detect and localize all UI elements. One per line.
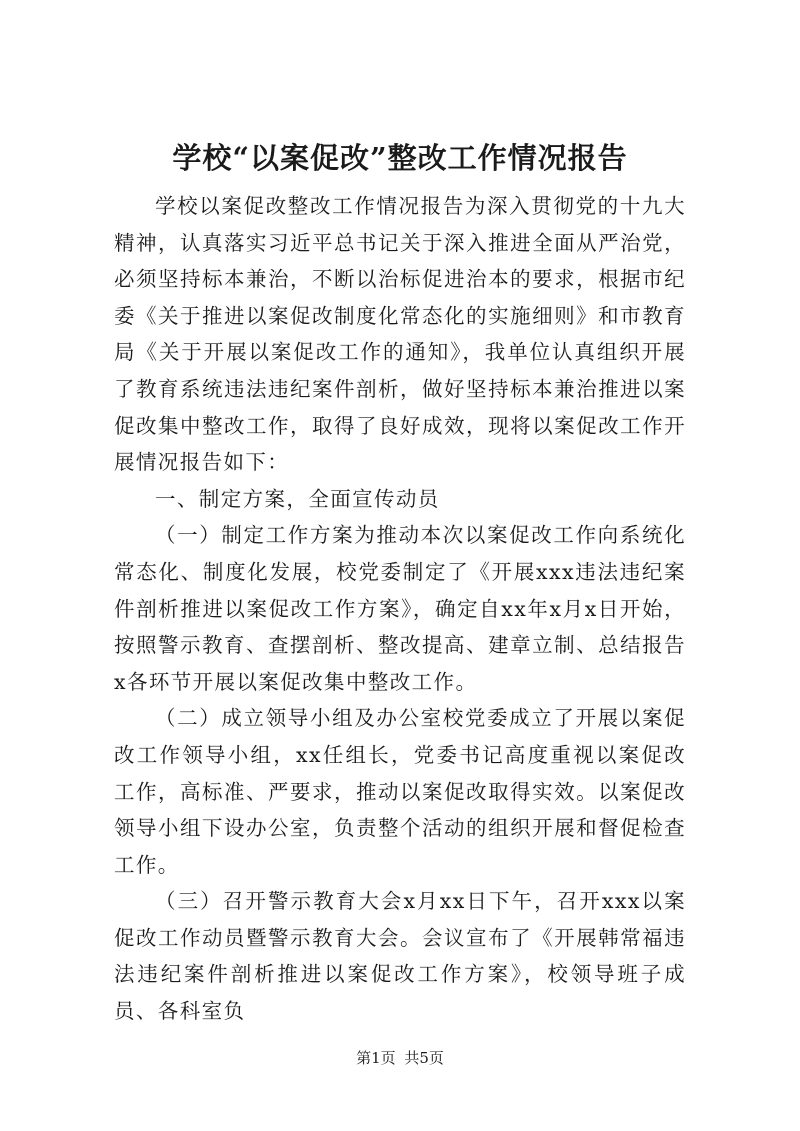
paragraph-1-2: （二）成立领导小组及办公室校党委成立了开展以案促改工作领导小组，xx任组长，党委书记高度重视以案促改工作，高标准、严要求，推动以案促改取得实效。以案促改领导小组下设办公室，负责整个活动的组织开展和督促检查工作。 bbox=[114, 706, 686, 877]
paragraph-intro: 学校以案促改整改工作情况报告为深入贯彻党的十九大精神，认真落实习近平总书记关于深入推进全面从严治党，必须坚持标本兼治，不断以治标促进治本的要求，根据市纪委《关于推进以案促改制度化常态化的实施细则》和市教育局《关于开展以案促改工作的通知》，我单位认真组织开展了教育系统违法违纪案件剖析，做好坚持标本兼治推进以案促改集中整改工作，取得了良好成效，现将以案促改工作开展情况报告如下： bbox=[114, 194, 686, 475]
document-body bbox=[114, 188, 686, 1030]
section-heading-1: 一、制定方案，全面宣传动员 bbox=[155, 486, 440, 511]
document-title: 学校“以案促改”整改工作情况报告 bbox=[172, 141, 628, 175]
page-total: 共5页 bbox=[404, 1049, 444, 1067]
paragraph-1-1: （一）制定工作方案为推动本次以案促改工作向系统化常态化、制度化发展，校党委制定了《开展xxx违法违纪案件剖析推进以案促改工作方案》，确定自xx年x月x日开始，按照警示教育、查摆剖析、整改提高、建章立制、总结报告x各环节开展以案促改集中整改工作。 bbox=[114, 523, 686, 694]
paragraph-1-3: （三）召开警示教育大会x月xx日下午，召开xxx以案促改工作动员暨警示教育大会。会议宣布了《开展韩常福违法违纪案件剖析推进以案促改工作方案》，校领导班子成员、各科室负 bbox=[114, 889, 686, 1024]
page-number: 第1页 bbox=[356, 1049, 396, 1067]
page-footer bbox=[0, 1048, 800, 1068]
